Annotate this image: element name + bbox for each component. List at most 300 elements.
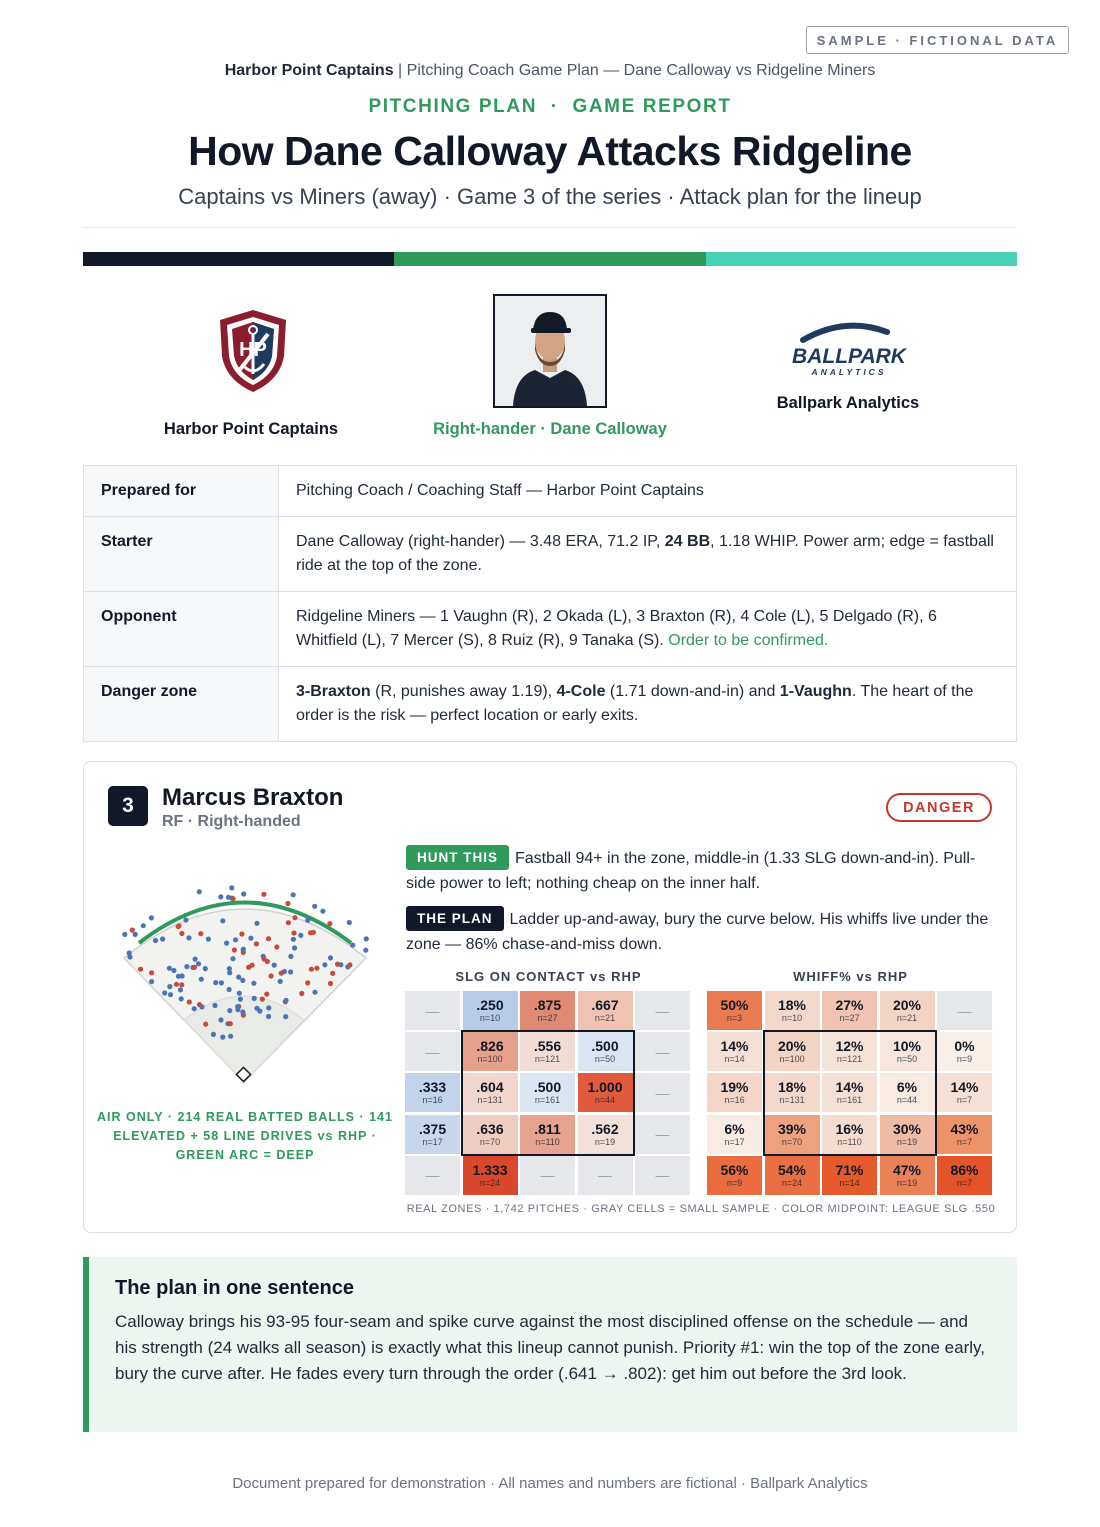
zone-cell-value: 16% — [835, 1120, 864, 1137]
danger-text-2: (1.71 down-and-in) and — [605, 683, 780, 700]
batted-ball-dot — [364, 936, 369, 941]
batted-ball-dot — [292, 945, 297, 950]
zone-cell-value: .250 — [476, 997, 504, 1013]
zone-cell — [463, 1156, 518, 1195]
zone-cell — [822, 1156, 877, 1195]
batted-ball-dot — [203, 1022, 208, 1027]
spray-chart — [104, 854, 394, 1094]
starter-walks: 24 BB — [664, 533, 711, 550]
batted-ball-dot — [241, 891, 246, 896]
zone-cell-value: — — [598, 1167, 612, 1184]
zone-cell-sample: n=24 — [479, 1177, 501, 1188]
zone-cell — [578, 1032, 633, 1071]
info-row-opponent — [84, 592, 1017, 667]
zone-cell — [635, 991, 690, 1030]
opponent-label: Opponent — [84, 592, 279, 667]
batted-ball-dot — [305, 980, 310, 985]
zone-cell-value: 86% — [950, 1161, 979, 1178]
zone-cell — [937, 1073, 992, 1112]
identity-row — [83, 290, 1017, 450]
zone-cell-value: 20% — [777, 1038, 807, 1055]
batted-ball-dot — [261, 892, 266, 897]
header-doc: Pitching Coach Game Plan — Dane Calloway vs Ridgeline Miners — [406, 62, 876, 79]
player-name: Marcus Braxton — [162, 784, 344, 811]
zone-cell-sample: n=17 — [724, 1136, 745, 1147]
zone-cell-value: 6% — [896, 1079, 918, 1096]
zone-cell-value: 20% — [892, 997, 922, 1013]
zone-cell-value: 18% — [777, 1079, 807, 1096]
batted-ball-dot — [283, 1014, 288, 1019]
danger-badge: DANGER — [886, 793, 992, 822]
batted-ball-dot — [127, 950, 132, 955]
zone-cell — [463, 991, 518, 1030]
zone-cell — [937, 1156, 992, 1195]
batted-ball-dot — [184, 964, 189, 969]
batted-ball-dot — [162, 990, 167, 995]
batted-ball-dot — [237, 991, 242, 996]
batted-ball-dot — [218, 1017, 223, 1022]
zone-cell-sample: n=14 — [724, 1054, 745, 1065]
zone-cell-sample: n=24 — [781, 1177, 803, 1188]
zone-cell — [937, 1115, 992, 1154]
batted-ball-dot — [286, 920, 291, 925]
zone-cell-value: — — [425, 1167, 440, 1184]
batted-ball-dot — [288, 954, 293, 959]
batted-ball-dot — [251, 981, 256, 986]
batted-ball-dot — [183, 917, 188, 922]
batted-ball-dot — [248, 936, 253, 941]
zone-cell — [578, 1156, 633, 1195]
batted-ball-dot — [327, 921, 332, 926]
batted-ball-dot — [192, 965, 197, 970]
zone-cell-value: — — [655, 1084, 670, 1101]
batted-ball-dot — [238, 997, 243, 1002]
spray-chart-caption: AIR ONLY · 214 REAL BATTED BALLS · 141 ELEVATED + 58 LINE DRIVES vs RHP · GREEN ARC = DEEP — [97, 1110, 393, 1162]
batted-ball-dot — [254, 941, 259, 946]
zone-cell-sample: n=19 — [896, 1177, 918, 1188]
batted-ball-dot — [236, 975, 241, 980]
batted-ball-dot — [229, 885, 234, 890]
zone-cell-value: 0% — [954, 1038, 975, 1055]
batted-ball-dot — [227, 987, 232, 992]
batted-ball-dot — [233, 937, 238, 942]
zone-cell — [880, 1156, 935, 1195]
player-card — [83, 761, 1017, 1233]
zone-cell — [707, 1073, 762, 1112]
batted-ball-dot — [138, 967, 143, 972]
opponent-lineup: Ridgeline Miners — 1 Vaughn (R), 2 Okada (L), 3 Braxton (R), 4 Cole (L), 5 Delgado (R), 6 Whitfield (L), 7 Mercer (S), 8 Ruiz (R), 9 Tanaka (S). — [296, 608, 937, 649]
the-plan-text: Ladder up-and-away, bury the curve below. His whiffs live under the zone — 86% chase-and-miss down. — [406, 911, 989, 953]
batted-ball-dot — [167, 984, 172, 989]
starter-text-a: Dane Calloway (right-hander) — 3.48 ERA, 71.2 IP, — [296, 533, 665, 550]
prepared-value: Pitching Coach / Coaching Staff — Harbor Point Captains — [279, 466, 1017, 517]
zone-cell-sample: n=7 — [956, 1177, 973, 1188]
zone-cell — [520, 1115, 575, 1154]
batted-ball-dot — [240, 1010, 245, 1015]
opponent-value — [279, 592, 1017, 667]
batted-ball-dot — [197, 889, 202, 894]
zone-cell-sample: n=44 — [594, 1095, 616, 1106]
zone-cell-value: 39% — [777, 1120, 807, 1137]
zone-cell — [707, 1156, 762, 1195]
zone-cell — [520, 991, 575, 1030]
batted-ball-dot — [203, 966, 208, 971]
batted-ball-dot — [254, 1006, 259, 1011]
batted-ball-dot — [213, 980, 218, 985]
batted-ball-dot — [309, 967, 314, 972]
brand-logo-sub: ANALYTICS — [811, 367, 887, 377]
batted-ball-dot — [220, 1035, 225, 1040]
zone-cell-value: .500 — [591, 1038, 619, 1055]
zone-cell-value: — — [655, 1167, 670, 1184]
batted-ball-dot — [227, 966, 232, 971]
zone-cell — [765, 1032, 820, 1071]
batted-ball-dot — [220, 918, 225, 923]
batted-ball-dot — [320, 909, 325, 914]
summary-body: Calloway brings his 93-95 four-seam and spike curve against the most disciplined offense on the schedule — and his strength (24 walks all season) is exactly what this lineup cannot punish. Priority #1: win the top of the zone early, bury the curve after. He fades every turn through the order (.641 → .802): get him out before the 3rd look. — [115, 1312, 985, 1383]
batted-ball-dot — [226, 895, 231, 900]
bar-dark — [83, 252, 394, 266]
batted-ball-dot — [308, 930, 313, 935]
zone-cell — [635, 1073, 690, 1112]
zone-cell-sample: n=16 — [422, 1095, 443, 1106]
batted-ball-dot — [299, 991, 304, 996]
the-plan-tip — [406, 906, 996, 957]
tri-color-bar — [83, 252, 1017, 266]
batted-ball-dot — [305, 918, 310, 923]
zone-cell — [635, 1032, 690, 1071]
info-row-prepared — [84, 466, 1017, 517]
zone-cell — [520, 1073, 575, 1112]
page-footer: Document prepared for demonstration · All names and numbers are fictional · Ballpark Analytics — [232, 1475, 868, 1492]
zone-cell-sample: n=9 — [956, 1054, 973, 1065]
zone-cell-value: — — [425, 1043, 440, 1060]
zone-cell — [405, 1115, 460, 1154]
info-row-danger — [84, 667, 1017, 742]
batted-ball-dot — [288, 969, 293, 974]
zone-cell-value: 1.000 — [587, 1079, 623, 1096]
danger-text-3: . The heart of the order is the risk — perfect location or early exits. — [296, 683, 974, 724]
zone-grid-footnote: REAL ZONES · 1,742 PITCHES · GRAY CELLS = SMALL SAMPLE · COLOR MIDPOINT: LEAGUE SLG .550 — [406, 1203, 996, 1215]
zone-cell — [405, 991, 460, 1030]
divider — [83, 227, 1017, 228]
zone-cell-value: 14% — [720, 1038, 749, 1055]
zone-cell — [635, 1115, 690, 1154]
batted-ball-dot — [179, 982, 184, 987]
batted-ball-dot — [328, 955, 333, 960]
zone-cell-value: .562 — [591, 1120, 619, 1137]
batted-ball-dot — [260, 997, 265, 1002]
starter-label: Starter — [84, 517, 279, 592]
danger-text-1: (R, punishes away 1.19), — [370, 683, 557, 700]
starter-text-c: , 1.18 WHIP. Power arm; edge = fastball ride at the top of the zone. — [296, 533, 994, 574]
zone-cell-value: .826 — [476, 1038, 504, 1055]
zone-cell-value: .500 — [533, 1079, 562, 1096]
zone-cell-sample: n=21 — [594, 1013, 616, 1023]
zone-cell — [765, 1115, 820, 1154]
batted-ball-dot — [133, 932, 138, 937]
starter-value — [279, 517, 1017, 592]
zone-cell-sample: n=10 — [479, 1013, 501, 1023]
batted-ball-dot — [350, 943, 355, 948]
danger-hitter-2: 4-Cole — [556, 683, 606, 700]
batted-ball-dot — [171, 968, 176, 973]
zone-cell-value: — — [655, 1126, 670, 1143]
zone-cell — [880, 1073, 935, 1112]
zone-cell-sample: n=110 — [535, 1136, 560, 1147]
danger-hitter-1: 3-Braxton — [296, 683, 371, 700]
batted-ball-dot — [312, 904, 317, 909]
batted-ball-dot — [254, 921, 259, 926]
batted-ball-dot — [198, 931, 203, 936]
zone-cell-value: 14% — [835, 1079, 864, 1096]
slg-grid-title: SLG ON CONTACT vs RHP — [455, 969, 642, 984]
danger-value — [279, 667, 1017, 742]
zone-cell-sample: n=9 — [726, 1177, 743, 1188]
zone-cell-value: 50% — [720, 997, 749, 1013]
batting-order-badge: 3 — [108, 786, 148, 826]
team-logo — [216, 308, 290, 394]
batted-ball-dot — [187, 999, 192, 1004]
batted-ball-dot — [196, 961, 201, 966]
zone-cell-value: 43% — [950, 1120, 979, 1137]
batted-ball-dot — [314, 966, 319, 971]
pitcher-caption: Right-hander · Dane Calloway — [433, 420, 667, 438]
zone-cell-value: — — [655, 1043, 670, 1060]
zone-cell — [880, 1115, 935, 1154]
brand-logo-text: BALLPARK — [792, 345, 906, 368]
zone-cell — [707, 1032, 762, 1071]
zone-cell-sample: n=27 — [537, 1013, 558, 1023]
zone-cell-value: .556 — [533, 1038, 562, 1055]
batted-ball-dot — [176, 924, 181, 929]
batted-ball-dot — [328, 981, 333, 986]
batted-ball-dot — [231, 896, 236, 901]
the-plan-tag: THE PLAN — [406, 906, 504, 931]
zone-cell-sample: n=16 — [724, 1095, 745, 1106]
zone-cell — [520, 1156, 575, 1195]
batted-ball-dot — [312, 990, 317, 995]
batted-ball-dot — [264, 992, 269, 997]
zone-cell — [707, 991, 762, 1030]
zone-cell-value: — — [425, 1002, 440, 1019]
zone-cell-sample: n=50 — [896, 1054, 918, 1065]
zone-cell-value: .375 — [418, 1120, 447, 1137]
plan-summary — [83, 1257, 1017, 1432]
batted-ball-dot — [180, 973, 185, 978]
zone-cell-value: .875 — [533, 997, 562, 1013]
zone-cell — [520, 1032, 575, 1071]
batted-ball-dot — [330, 971, 335, 976]
zone-cell — [765, 991, 820, 1030]
batted-ball-dot — [228, 1021, 233, 1026]
zone-cell-sample: n=70 — [781, 1136, 803, 1147]
zone-cell — [463, 1073, 518, 1112]
hunt-this-tag: HUNT THIS — [406, 845, 509, 870]
zone-cell-value: 6% — [724, 1120, 745, 1137]
zone-cell-sample: n=19 — [896, 1136, 918, 1147]
zone-cell-sample: n=21 — [896, 1013, 918, 1023]
batted-ball-dot — [266, 1014, 271, 1019]
header-separator: | — [398, 62, 403, 79]
batted-ball-dot — [212, 1003, 217, 1008]
zone-cell-value: — — [540, 1167, 555, 1184]
batted-ball-dot — [230, 956, 235, 961]
batted-ball-dot — [227, 1008, 232, 1013]
zone-cell-sample: n=110 — [837, 1136, 862, 1147]
zone-cell-sample: n=131 — [779, 1095, 805, 1106]
zone-cell-sample: n=121 — [534, 1054, 561, 1065]
zone-cell-sample: n=14 — [839, 1177, 860, 1188]
info-row-starter — [84, 517, 1017, 592]
zone-cell-sample: n=17 — [422, 1136, 443, 1147]
batted-ball-dot — [193, 957, 198, 962]
zone-cell — [578, 1073, 633, 1112]
eyebrow: PITCHING PLAN · GAME REPORT — [368, 96, 732, 117]
batted-ball-dot — [168, 992, 173, 997]
pitcher-photo — [493, 294, 607, 408]
whiff-zone-grid — [707, 991, 995, 1197]
summary-heading: The plan in one sentence — [115, 1277, 354, 1299]
zone-cell-value: 27% — [835, 997, 864, 1013]
zone-cell-sample: n=44 — [896, 1095, 918, 1106]
batted-ball-dot — [265, 959, 270, 964]
batted-ball-dot — [199, 977, 204, 982]
zone-cell-value: .333 — [418, 1079, 447, 1096]
zone-cell — [880, 991, 935, 1030]
batted-ball-dot — [285, 901, 290, 906]
zone-cell — [463, 1115, 518, 1154]
zone-cell-value: 71% — [835, 1161, 864, 1178]
batted-ball-dot — [240, 978, 245, 983]
zone-cell-value: .604 — [476, 1079, 504, 1096]
batted-ball-dot — [284, 998, 289, 1003]
zone-cell — [463, 1032, 518, 1071]
spray-chart-svg — [104, 854, 394, 1094]
sample-data-badge: SAMPLE · FICTIONAL DATA — [806, 26, 1069, 54]
zone-cell-sample: n=27 — [839, 1013, 860, 1023]
zone-cell — [937, 991, 992, 1030]
hunt-this-text: Fastball 94+ in the zone, middle-in (1.33 SLG down-and-in). Pull-side power to left; nothing cheap on the inner half. — [406, 850, 976, 892]
zone-cell-value: 47% — [892, 1161, 922, 1178]
danger-hitter-3: 1-Vaughn — [779, 683, 852, 700]
batted-ball-dot — [298, 933, 303, 938]
batted-ball-dot — [211, 1032, 216, 1037]
batted-ball-dot — [232, 947, 237, 952]
zone-cell-value: .667 — [591, 997, 619, 1013]
zone-cell-sample: n=7 — [956, 1136, 973, 1147]
ballpark-logo — [785, 318, 915, 378]
batted-ball-dot — [246, 965, 251, 970]
danger-label: Danger zone — [84, 667, 279, 742]
hunt-this-tip — [406, 845, 996, 896]
batted-ball-dot — [130, 928, 135, 933]
batted-ball-dot — [291, 892, 296, 897]
batted-ball-dot — [206, 937, 211, 942]
zone-cell — [822, 1032, 877, 1071]
team-name: Harbor Point Captains — [163, 420, 339, 438]
zone-cell-sample: n=70 — [479, 1136, 501, 1147]
batted-ball-dot — [228, 1034, 233, 1039]
zone-cell — [707, 1115, 762, 1154]
zone-cell — [405, 1032, 460, 1071]
zone-cell-sample: n=3 — [726, 1013, 743, 1023]
batted-ball-dot — [186, 935, 191, 940]
batted-ball-dot — [149, 979, 154, 984]
batted-ball-dot — [241, 947, 246, 952]
batted-ball-dot — [149, 970, 154, 975]
zone-cell-value: 14% — [950, 1079, 979, 1096]
zone-cell-sample: n=50 — [594, 1054, 616, 1065]
prepared-label: Prepared for — [84, 466, 279, 517]
zone-cell-sample: n=19 — [594, 1136, 616, 1147]
zone-cell — [822, 991, 877, 1030]
zone-cell-value: — — [957, 1002, 972, 1019]
opponent-note: Order to be confirmed. — [668, 632, 829, 649]
batted-ball-dot — [278, 979, 283, 984]
zone-cell-value: — — [655, 1002, 670, 1019]
batted-ball-dot — [266, 1005, 271, 1010]
zone-cell — [405, 1073, 460, 1112]
batted-ball-dot — [322, 962, 327, 967]
batted-ball-dot — [174, 982, 179, 987]
zone-cell-sample: n=161 — [534, 1095, 561, 1106]
zone-cell-value: 18% — [777, 997, 807, 1013]
bar-teal — [706, 252, 1017, 266]
batted-ball-dot — [167, 966, 172, 971]
zone-cell — [765, 1073, 820, 1112]
slg-zone-grid — [405, 991, 693, 1197]
team-logo-text: HP — [239, 339, 267, 361]
batted-ball-dot — [153, 938, 158, 943]
header-line — [0, 62, 1100, 80]
batted-ball-dot — [239, 931, 244, 936]
batted-ball-dot — [160, 936, 165, 941]
zone-cell-value: 19% — [720, 1079, 749, 1096]
zone-cell-value: .811 — [534, 1120, 561, 1137]
batted-ball-dot — [149, 915, 154, 920]
zone-cell-sample: n=7 — [956, 1095, 973, 1106]
zone-cell-value: 54% — [777, 1161, 807, 1178]
zone-cell-value: 30% — [892, 1120, 922, 1137]
zone-cell-value: 10% — [892, 1038, 922, 1055]
batted-ball-dot — [292, 915, 297, 920]
zone-cell-sample: n=121 — [836, 1054, 863, 1065]
batted-ball-dot — [179, 931, 184, 936]
zone-cell-sample: n=100 — [779, 1054, 805, 1065]
zone-cell-sample: n=10 — [781, 1013, 803, 1023]
zone-cell-sample: n=161 — [836, 1095, 863, 1106]
zone-cell — [822, 1073, 877, 1112]
batted-ball-dot — [178, 987, 183, 992]
batted-ball-dot — [235, 1007, 240, 1012]
batted-ball-dot — [347, 962, 352, 967]
zone-cell — [765, 1156, 820, 1195]
info-table — [83, 465, 1017, 742]
header-team: Harbor Point Captains — [224, 62, 394, 79]
zone-cell-value: 56% — [720, 1161, 749, 1178]
batted-ball-dot — [347, 920, 352, 925]
zone-cell-value: .636 — [476, 1120, 504, 1137]
batted-ball-dot — [266, 936, 271, 941]
batted-ball-dot — [199, 1004, 204, 1009]
zone-cell — [635, 1156, 690, 1195]
zone-cell — [405, 1156, 460, 1195]
batted-ball-dot — [141, 923, 146, 928]
zone-cell-value: 12% — [835, 1038, 864, 1055]
batted-ball-dot — [363, 948, 368, 953]
zone-cell — [578, 991, 633, 1030]
